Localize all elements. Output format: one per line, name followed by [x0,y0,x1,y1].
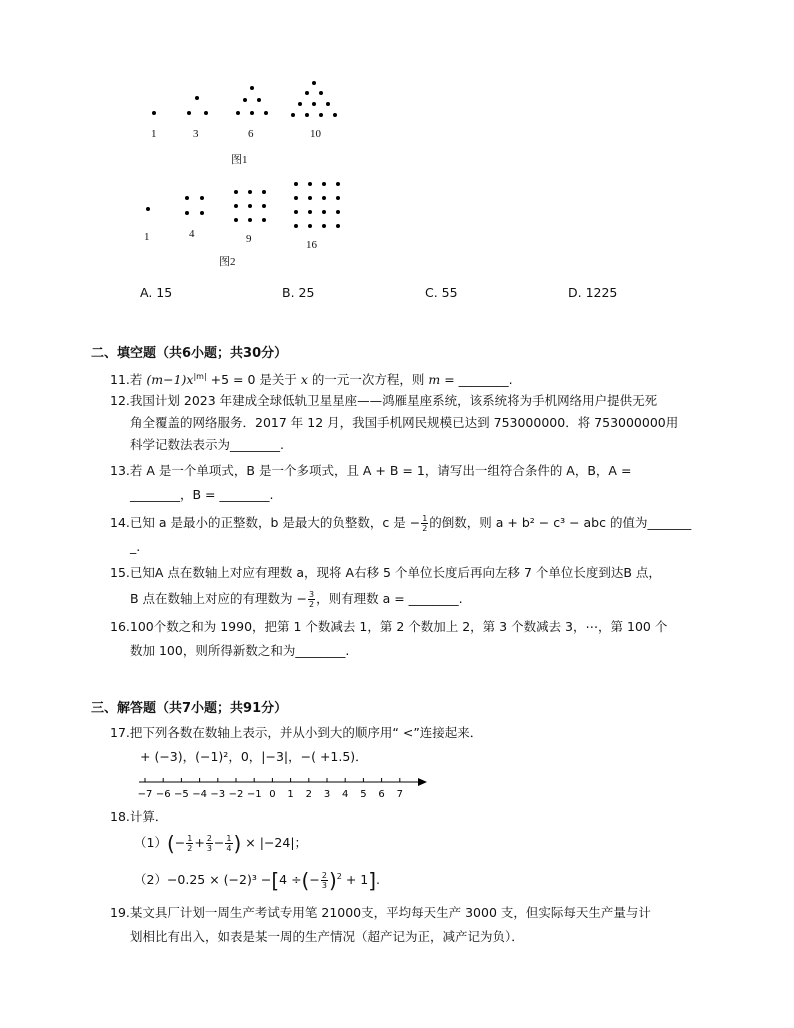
dot [322,224,326,228]
question-13-line-2: ________，B = ________. [130,487,274,502]
choice-c[interactable]: C. 55 [425,285,458,300]
fraction: $\frac{1}{2}$ [422,514,428,533]
number-line-label: −1 [246,789,262,800]
fig2-label: 9 [246,233,252,245]
number-line-label: 7 [396,789,403,800]
dot [248,218,252,222]
number-line-label: −5 [174,789,189,800]
dot [319,91,323,95]
dot [234,204,238,208]
arrow-right-icon [418,778,427,786]
fraction: $\frac{1}{4}$ [226,834,232,853]
dot [236,111,240,115]
dot [294,224,298,228]
dot [305,113,309,117]
dot [333,113,337,117]
fraction: $\frac{2}{3}$ [206,834,212,853]
dot [234,218,238,222]
dot [262,218,266,222]
question-number: 19. [110,905,130,920]
fig1-label: 1 [151,128,157,140]
choice-d[interactable]: D. 1225 [568,285,618,300]
dot [204,111,208,115]
dot [322,182,326,186]
number-line-label: 6 [378,789,385,800]
dot [308,224,312,228]
question-19: 19.某文具厂计划一周生产考试专用笔 21000支，平均每天生产 3000 支，但实际每天生产量与计 [110,905,651,920]
question-12-line-2: 角全覆盖的网络服务．2017 年 12 月，我国手机网民规模已达到 753000000．将 753000000用 [130,415,679,430]
fig1-label: 10 [310,128,321,140]
dot [308,196,312,200]
question-16-line-2: 数加 100，则所得新数之和为________. [130,643,350,658]
question-number: 12. [110,393,130,408]
dot [146,207,150,211]
dot [319,113,323,117]
dot [291,113,295,117]
dot [305,91,309,95]
section-2-title: 二、填空题（共6小题；共30分） [91,346,288,361]
dot [312,81,316,85]
number-line-label: −7 [137,789,153,800]
dot [250,86,254,90]
question-19-line-2: 划相比有出入，如表是某一周的生产情况（超产记为正，减产记为负）． [130,929,524,944]
dot [262,204,266,208]
dot [294,182,298,186]
question-14-line-2: _. [130,539,141,554]
fig2-label: 16 [306,239,317,251]
dot [200,196,204,200]
dot [200,211,204,215]
dot [308,210,312,214]
number-line-label: 5 [360,789,367,800]
dot [308,182,312,186]
question-13: 13.若 A 是一个单项式，B 是一个多项式，且 A + B = 1，请写出一组符合条件的 A，B，A = [110,463,632,478]
dot [326,102,330,106]
number-line-label: 3 [323,789,331,800]
question-12-line-3: 科学记数法表示为________. [130,437,284,452]
dot [336,224,340,228]
number-line-label: 1 [287,789,294,800]
dot [264,111,268,115]
question-number: 16. [110,619,130,634]
dot [234,190,238,194]
question-number: 15. [110,565,130,580]
section-3-title: 三、解答题（共7小题；共91分） [91,701,288,716]
number-line-ticks [138,778,403,800]
dot [336,196,340,200]
fraction: $\frac{1}{2}$ [187,834,193,853]
dot [248,190,252,194]
fig2-caption: 图2 [219,256,236,268]
number-line [135,772,435,808]
fig1-label: 3 [193,128,199,140]
dot [243,98,247,102]
dot [248,204,252,208]
fig1-label: 6 [248,128,254,140]
question-17: 17.把下列各数在数轴上表示，并从小到大的顺序用“ <”连接起来． [110,725,483,740]
question-16: 16.100个数之和为 1990，把第 1 个数减去 1，第 2 个数加上 2，第 3 个数减去 3，⋯，第 100 个 [110,619,668,634]
question-15-line-2: B 点在数轴上对应的有理数为 − $\frac{3}{2}$ ，则有理数 a = ________. [130,590,463,609]
dot [185,211,189,215]
dot [298,102,302,106]
fig2-label: 4 [189,228,195,240]
number-line-label: −2 [228,789,244,800]
question-number: 18. [110,809,130,824]
dot [195,96,199,100]
question-17-numbers: + (−3)，(−1)²，0，|−3|，−( +1.5)． [140,749,368,764]
question-18: 18.计算． [110,809,168,824]
choice-a[interactable]: A. 15 [140,285,173,300]
dot [336,182,340,186]
question-number: 11. [110,372,130,388]
dot [257,98,261,102]
fraction: $\frac{3}{2}$ [309,590,315,609]
number-line-label: 4 [342,789,349,800]
number-line-label: −3 [210,789,226,800]
dot [336,210,340,214]
question-18-part-2: （2）−0.25 × (−2)³ −[4 ÷(− $\frac{2}{3}$ )$^2$ + 1]. [134,868,381,893]
question-number: 13. [110,463,130,478]
dot [185,196,189,200]
dot [322,196,326,200]
dot [262,190,266,194]
number-line-label: −6 [155,789,171,800]
question-14: 14.已知 a 是最小的正整数，b 是最大的负整数，c 是 − $\frac{1}{2}$ 的倒数，则 a + b² − c³ − abc 的值为_______ [110,514,692,533]
question-18-part-1: （1）(− $\frac{1}{2}$ + $\frac{2}{3}$ − $\frac{1}{4}$ ) × |−24|； [134,831,308,856]
number-line-label: 0 [269,789,276,800]
number-line-label: 2 [305,789,312,800]
question-number: 14. [110,515,130,530]
question-number: 17. [110,725,130,740]
dot [322,210,326,214]
choice-b[interactable]: B. 25 [282,285,315,300]
question-12: 12.我国计划 2023 年建成全球低轨卫星星座——鸿雁星座系统，该系统将为手机网络用户提供无死 [110,393,658,408]
dot [294,210,298,214]
fig1-caption: 图1 [231,154,248,166]
question-15: 15.已知A 点在数轴上对应有理数 a，现将 A右移 5 个单位长度后再向左移 7 个单位长度到达B 点， [110,565,661,580]
dot [312,102,316,106]
dot [152,111,156,115]
dot [250,111,254,115]
question-11: 11.若 $(m-1)x^{|m|} +5 = 0$ 是关于 x 的一元一次方程，则 m = ________. [110,372,513,388]
number-line-label: −4 [192,789,207,800]
dot [187,111,191,115]
dot [294,196,298,200]
fraction: $\frac{2}{3}$ [321,871,327,891]
fig2-label: 1 [144,231,150,243]
